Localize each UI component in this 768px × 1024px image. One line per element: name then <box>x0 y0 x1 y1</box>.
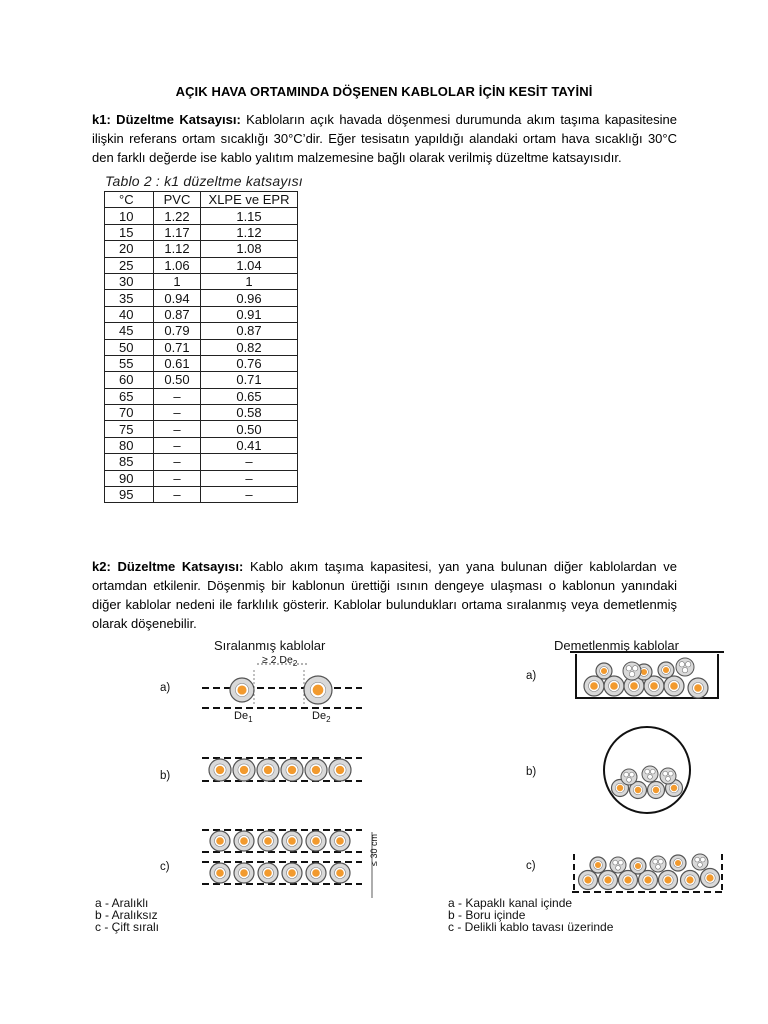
table-cell: 20 <box>105 241 154 257</box>
table-row <box>105 470 298 486</box>
cable-core <box>617 785 623 791</box>
multicore-sheath <box>650 856 666 872</box>
left-legend-c: c - Çift sıralı <box>95 920 160 934</box>
table-cell: PVC <box>154 192 201 208</box>
table-cell: 0.41 <box>201 437 298 453</box>
multicore-conductor <box>700 857 705 862</box>
table-row <box>105 388 298 404</box>
table-cell: 0.65 <box>201 388 298 404</box>
table-row <box>105 224 298 240</box>
table-row <box>105 208 298 224</box>
cable-core <box>237 685 246 694</box>
cable-core <box>264 837 272 845</box>
right-figure-title: Demetlenmiş kablolar <box>554 638 679 653</box>
cable-core <box>630 682 638 690</box>
table-cell: – <box>154 454 201 470</box>
multicore-sheath <box>623 662 641 680</box>
k2-paragraph <box>92 557 677 633</box>
multicore-conductor <box>666 776 671 781</box>
multicore-conductor <box>632 666 637 671</box>
cable-core <box>240 837 248 845</box>
cable-layout-drawing <box>142 630 732 940</box>
cable-core <box>336 766 344 774</box>
left-legend-a: a - Aralıklı <box>95 896 149 910</box>
cable-core <box>264 869 272 877</box>
left-legend-b: b - Aralıksız <box>95 908 158 922</box>
table-cell: 1.12 <box>201 224 298 240</box>
cable-core <box>288 766 296 774</box>
multicore-conductor <box>658 859 663 864</box>
table-cell: – <box>154 388 201 404</box>
table-cell: 35 <box>105 290 154 306</box>
table-cell: 10 <box>105 208 154 224</box>
multicore-conductor <box>624 772 629 777</box>
cable-core <box>686 876 693 883</box>
multicore-conductor <box>618 860 623 865</box>
multicore-conductor <box>695 857 700 862</box>
table-cell: 0.50 <box>201 421 298 437</box>
multicore-conductor <box>685 662 690 667</box>
table-cell: 30 <box>105 273 154 289</box>
left-figure-title: Sıralanmış kablolar <box>214 638 326 653</box>
k2-text: Kablo akım taşıma kapasitesi, yan yana bulunan diğer kablolardan ve ortamdan etkilenir. Döşenmiş bir kablonun ürettiği ısının dengeye ulaşması o kablonun yanındaki diğer kablolar nedeni ile farklılık gösterir. Kablolar bulundukları ortama sıralanmış veya demetlenmiş olarak döşenebilir. <box>92 559 677 631</box>
table-row <box>105 257 298 273</box>
table-cell: 0.58 <box>201 405 298 421</box>
table-cell: 1.17 <box>154 224 201 240</box>
table-cell: – <box>154 405 201 421</box>
table-cell: 0.94 <box>154 290 201 306</box>
multicore-sheath <box>610 857 626 873</box>
table-row <box>105 273 298 289</box>
multicore-conductor <box>648 774 653 779</box>
cable-core <box>288 837 296 845</box>
multicore-conductor <box>616 865 621 870</box>
table-cell: – <box>154 421 201 437</box>
multicore-conductor <box>668 771 673 776</box>
table-cell: 0.71 <box>154 339 201 355</box>
table-cell: 1.06 <box>154 257 201 273</box>
cable-core <box>595 862 601 868</box>
table-row <box>105 372 298 388</box>
multicore-conductor <box>650 769 655 774</box>
k2-heading: k2: Düzeltme Katsayısı: <box>92 559 244 574</box>
k1-paragraph <box>92 110 677 167</box>
table-cell: 0.96 <box>201 290 298 306</box>
table-cell: – <box>201 487 298 503</box>
multicore-conductor <box>698 862 703 867</box>
table-row <box>105 241 298 257</box>
cable-layout-figure <box>95 630 732 940</box>
table-row <box>105 323 298 339</box>
cable-core <box>584 876 591 883</box>
table-cell: 0.87 <box>201 323 298 339</box>
cable-core <box>653 787 659 793</box>
cable-core <box>624 876 631 883</box>
cable-core <box>264 766 272 774</box>
cable-core <box>216 837 224 845</box>
table-cell: 85 <box>105 454 154 470</box>
cable-core <box>590 682 598 690</box>
table-cell: 0.61 <box>154 355 201 371</box>
table-row <box>105 421 298 437</box>
k1-table <box>104 191 298 503</box>
multicore-conductor <box>645 769 650 774</box>
cable-core <box>706 874 713 881</box>
cable-core <box>664 876 671 883</box>
table-cell: – <box>154 470 201 486</box>
table-cell: 0.76 <box>201 355 298 371</box>
cable-core <box>650 682 658 690</box>
cable-core <box>635 787 641 793</box>
table-cell: – <box>154 487 201 503</box>
multicore-conductor <box>613 860 618 865</box>
table-cell: 80 <box>105 437 154 453</box>
k1-heading: k1: Düzeltme Katsayısı: <box>92 112 241 127</box>
cable-core <box>671 785 677 791</box>
multicore-conductor <box>663 771 668 776</box>
table-cell: 15 <box>105 224 154 240</box>
table-cell: 65 <box>105 388 154 404</box>
right-legend-b: b - Boru içinde <box>448 908 526 922</box>
table-cell: 1.22 <box>154 208 201 224</box>
multicore-conductor <box>629 671 634 676</box>
multicore-sheath <box>660 768 676 784</box>
table-cell: 1.15 <box>201 208 298 224</box>
table-cell: 50 <box>105 339 154 355</box>
table-cell: – <box>154 437 201 453</box>
table-cell: 40 <box>105 306 154 322</box>
table-header-row <box>105 192 298 208</box>
cable-core <box>240 869 248 877</box>
multicore-sheath <box>621 769 637 785</box>
table-cell: 0.50 <box>154 372 201 388</box>
cable-core <box>312 869 320 877</box>
table-cell: 95 <box>105 487 154 503</box>
table-cell: 75 <box>105 421 154 437</box>
spacing-label: ≥ 2 $De_2$ <box>262 654 298 669</box>
multicore-conductor <box>626 666 631 671</box>
multicore-conductor <box>682 667 687 672</box>
table-row <box>105 339 298 355</box>
cable-core <box>216 766 224 774</box>
table-cell: – <box>201 454 298 470</box>
table-cell: 0.87 <box>154 306 201 322</box>
left-row-label-a: a) <box>160 682 171 694</box>
table-cell: 70 <box>105 405 154 421</box>
table-cell: 0.91 <box>201 306 298 322</box>
de1-label: $De_1$ <box>234 710 253 725</box>
table-row <box>105 487 298 503</box>
table-row <box>105 454 298 470</box>
k1-text: Kabloların açık havada döşenmesi durumunda akım taşıma kapasitesine ilişkin referans ortam sıcaklığı 30°C’dir. Eğer tesisatın yapıldığı alandaki ortam hava sıcaklığı 30°C den farklı değerde ise kablo yalıtım malzemesine bağlı olarak verilmiş düzeltme katsayısıdır. <box>92 112 677 165</box>
cable-core <box>641 669 647 675</box>
page-title: AÇIK HAVA ORTAMINDA DÖŞENEN KABLOLAR İÇİN KESİT TAYİNİ <box>175 84 593 99</box>
cable-core <box>601 668 607 674</box>
left-row-label-c: c) <box>160 861 170 873</box>
cable-core <box>312 837 320 845</box>
cable-core <box>675 860 681 866</box>
right-legend-a: a - Kapaklı kanal içinde <box>448 896 573 910</box>
right-row-label-c: c) <box>526 860 536 872</box>
cable-core <box>610 682 618 690</box>
table-cell: 0.71 <box>201 372 298 388</box>
cable-core <box>288 869 296 877</box>
cable-core <box>663 667 669 673</box>
table-cell: °C <box>105 192 154 208</box>
multicore-sheath <box>676 658 694 676</box>
cable-core <box>240 766 248 774</box>
cable-core <box>604 876 611 883</box>
table-cell: 55 <box>105 355 154 371</box>
cable-core <box>670 682 678 690</box>
cable-core <box>336 837 344 845</box>
cable-core <box>216 869 224 877</box>
cable-core <box>313 685 324 696</box>
table-cell: 90 <box>105 470 154 486</box>
left-row-label-b: b) <box>160 770 171 782</box>
multicore-conductor <box>656 864 661 869</box>
table-caption: Tablo 2 : k1 düzeltme katsayısı <box>105 173 303 189</box>
cable-core <box>312 766 320 774</box>
table-cell: – <box>201 470 298 486</box>
multicore-conductor <box>653 859 658 864</box>
table-cell: XLPE ve EPR <box>201 192 298 208</box>
table-cell: 60 <box>105 372 154 388</box>
cable-core <box>336 869 344 877</box>
table-cell: 1 <box>154 273 201 289</box>
multicore-conductor <box>627 777 632 782</box>
right-row-label-b: b) <box>526 766 537 778</box>
right-row-label-a: a) <box>526 670 537 682</box>
table-cell: 25 <box>105 257 154 273</box>
table-row <box>105 437 298 453</box>
table-cell: 1 <box>201 273 298 289</box>
dimension-label: ≤ 30 cm <box>369 834 379 866</box>
table-row <box>105 290 298 306</box>
multicore-conductor <box>679 662 684 667</box>
table-cell: 45 <box>105 323 154 339</box>
de2-label: $De_2$ <box>312 710 331 725</box>
table-row <box>105 306 298 322</box>
table-row <box>105 405 298 421</box>
table-cell: 0.82 <box>201 339 298 355</box>
table-row <box>105 355 298 371</box>
cable-core <box>644 876 651 883</box>
right-legend-c: c - Delikli kablo tavası üzerinde <box>448 920 614 934</box>
multicore-sheath <box>642 766 658 782</box>
cable-core <box>635 863 641 869</box>
table-cell: 0.79 <box>154 323 201 339</box>
cable-core <box>694 684 702 692</box>
table-cell: 1.04 <box>201 257 298 273</box>
table-cell: 1.12 <box>154 241 201 257</box>
table-cell: 1.08 <box>201 241 298 257</box>
multicore-sheath <box>692 854 708 870</box>
multicore-conductor <box>629 772 634 777</box>
